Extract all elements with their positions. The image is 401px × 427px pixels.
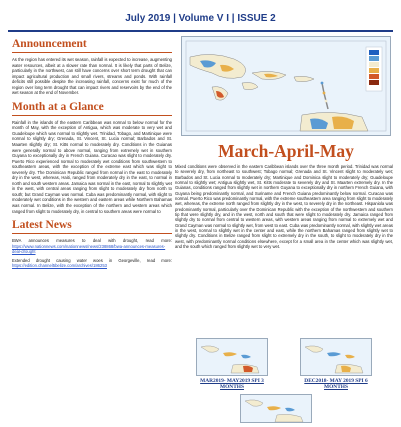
latest-news-rule (12, 233, 172, 234)
latest-news-heading: Latest News (12, 219, 72, 232)
march-april-may-title: March-April-May (218, 141, 354, 161)
spi-map-monthly-graphic (182, 37, 390, 135)
announcement-heading: Announcement (12, 38, 87, 50)
header-rule (8, 30, 393, 32)
spi-map-lower-graphic (241, 395, 311, 422)
caption-spi-3-months: MAR2019- MAY2019 SPI 3 MONTHS (200, 378, 264, 391)
month-glance-heading: Month at a Glance (12, 100, 104, 113)
march-april-may-body: Mixed conditions were observed in the eastern Caribbean islands over the three month period. Trinidad was normal to severely dry, from northeast to southwest; Tobago normal; Grenada and St. Vincent slight to moderately wet; Barbados and St. Lucia normal to moderately dry; Martinique and Dominica slight to moderately dry; Guadeloupe normal to slightly wet; Antigua slightly wet, St. Kitts moderate to severely dry and St. Maarten extremely dry. In the Guianas, conditions ranged from slightly wet in northern Guyana to exceptionally dry in northern French Guiana, with Guyana being predominantly normal, and Suriname and French Guiana predominantly below normal. Curacao was normal. Puerto Rico was predominantly normal, with the extreme southeastern area ranging from slight to moderately wet, whereas, the extreme north ranged from slightly dry in the west, to severely dry in the northeast. Hispaniola was predominantly normal, particularly over the Dominican Republic with the exception of the northwestern and southern tip that were slightly dry, and in the west, north and south that were slight to moderately dry. Jamaica ranged from slightly dry to normal from central to western areas, with western areas ranging from normal to extremely wet and Grand Cayman was normal to slightly wet, from west to east. Cuba was predominantly normal, with slightly wet areas in the west, normal to slightly wet in the center and east, while the northern Bahamas ranged from slightly wet to slightly dry. Conditions in Belize ranged from slight to extremely dry in the south, to slight to moderately dry in the west, with predominantly normal conditions elsewhere, except for a small area in the center which was slightly wet, and the south which ranged from slightly wet to very wet. (175, 164, 393, 250)
news-item-1 (12, 238, 172, 255)
news-item-1-text: BWA announces measures to deal with drought, read more: (12, 238, 172, 244)
announcement-rule (12, 52, 172, 53)
spi-map-3-months (196, 338, 268, 376)
left-column (12, 34, 172, 423)
news-item-2 (12, 258, 172, 269)
spi-map-6-months (300, 338, 372, 376)
announcement-body: As the region has entered its wet season, rainfall is expected to increase, augmenting water resources, albeit at a slower rate than normal. It is likely that parts of Belize, particularly in the northwest, can still have concerns over short term drought that can impact agricultural production and small rivers, streams and ponds. With rainfall deficits still possible despite the increasing rainfall, concerns exist for much of the region over long term drought that can impact rivers and reservoirs by the end of the wet season at the end of November. (12, 57, 172, 96)
news-item-2-link[interactable]: https://edition.channel5belize.com/archives/186253 (12, 263, 107, 269)
spi-map-3-months-graphic (197, 339, 267, 375)
issue-bar: July 2019 | Volume V I | ISSUE 2 (125, 13, 276, 24)
news-item-2-text: Extended drought causing water woes in Georgeville, read more: (12, 257, 172, 263)
month-glance-rule (12, 115, 172, 116)
caption-spi-6-months: DEC2018- MAY 2019 SPI 6 MONTHS (304, 378, 368, 391)
spi-map-lower (240, 394, 312, 423)
news-item-1-link[interactable]: https://www.nationnews.com/nationnews/news/238868/bwa-announces-measures-deal-drought (12, 243, 166, 255)
spi-map-6-months-graphic (301, 339, 371, 375)
spi-map-monthly (181, 36, 391, 136)
month-glance-body: Rainfall in the islands of the eastern Caribbean was normal to below normal for the month of May, with the exception of Antigua, which was moderate to very wet and Guadeloupe which was normal to slightly wet. Trinidad, Tobago, and Martinique were normal to slightly dry; Grenada, St. Vincent, St. Lucia normal; Barbados and St. Maarten slightly dry; St. Kitts normal to moderately dry. Conditions in the Guianas were generally normal to above normal, ranging from extremely wet in southern Guyana to exceptionally dry in French Guiana. Curacao was slight to moderately dry. Puerto Rico experienced normal to moderately wet conditions from southwestern to southeastern areas, with the exception of the extreme east which was slight to severely dry. The Dominican Republic ranged from normal in the east to moderately dry in the west, whereas, Haiti, ranged from moderately dry in the east, to normal in north and south western areas. Jamaica was normal in the east, normal to slightly wet in the west, with central areas ranging from slight to moderately dry from north to south; but Grand Cayman was normal. Cuba was predominantly normal, with slight to moderately wet conditions in the western and eastern areas while Northern Bahamas was normal. In Belize, with the exception of the northern and western areas which ranged from slight to moderately dry, in central to southern areas were normal to (12, 119, 172, 214)
